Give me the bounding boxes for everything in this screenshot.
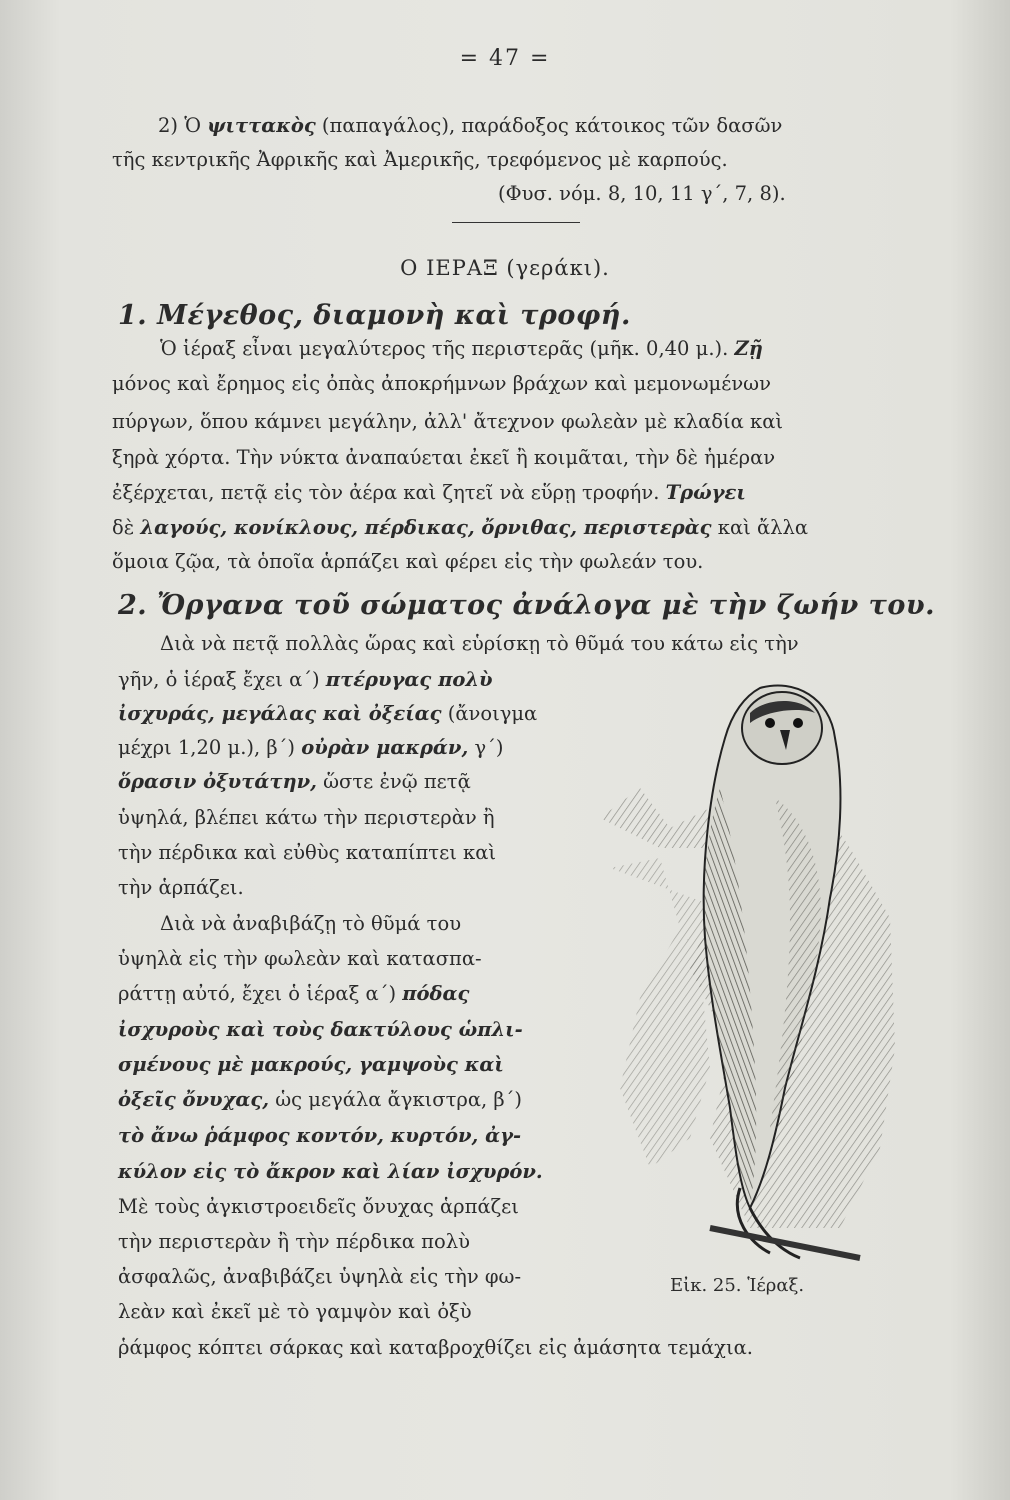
- text-line: Ὁ ἱέραξ εἶναι μεγαλύτερος τῆς περιστερᾶς (μῆκ. 0,40 μ.). Ζῇ: [160, 337, 763, 360]
- text-line: γῆν, ὁ ἱέραξ ἔχει α΄) πτέρυγας πολὺ: [118, 668, 493, 691]
- text-line: πύργων, ὅπου κάμνει μεγάλην, ἀλλ' ἄτεχνον φωλεὰν μὲ κλαδία καὶ: [112, 410, 784, 433]
- section-heading-2: 2. Ὄργανα τοῦ σώματος ἀνάλογα μὲ τὴν ζωήν του.: [118, 590, 935, 621]
- text-line: Διὰ νὰ πετᾷ πολλὰς ὥρας καὶ εὑρίσκῃ τὸ θῦμά του κάτω εἰς τὴν: [160, 632, 799, 655]
- separator-rule: [452, 222, 580, 223]
- text-line: λεὰν καὶ ἐκεῖ μὲ τὸ γαμψὸν καὶ ὀξὺ: [118, 1300, 472, 1323]
- text-line: τὴν περιστερὰν ἢ τὴν πέρδικα πολὺ: [118, 1230, 470, 1253]
- chapter-title: Ο ΙΕΡΑΞ (γεράκι).: [400, 256, 610, 280]
- hawk-engraving-icon: [600, 668, 900, 1268]
- text-line: ὅρασιν ὀξυτάτην, ὥστε ἐνῷ πετᾷ: [118, 770, 471, 793]
- text-line: Διὰ νὰ ἀναβιβάζῃ τὸ θῦμά του: [160, 912, 462, 935]
- text-line: ῥάμφος κόπτει σάρκας καὶ καταβροχθίζει εἰς ἀμάσητα τεμάχια.: [118, 1336, 754, 1359]
- text-line: ὀξεῖς ὄνυχας, ὡς μεγάλα ἄγκιστρα, β΄): [118, 1088, 523, 1111]
- text-line: ὑψηλὰ εἰς τὴν φωλεὰν καὶ κατασπα-: [118, 947, 482, 970]
- text-line: μέχρι 1,20 μ.), β΄) οὐρὰν μακράν, γ΄): [118, 736, 504, 759]
- hawk-illustration: [600, 668, 900, 1268]
- text-line: ἐξέρχεται, πετᾷ εἰς τὸν ἀέρα καὶ ζητεῖ νὰ εὕρῃ τροφήν. Τρώγει: [112, 481, 746, 504]
- text-line: μόνος καὶ ἔρημος εἰς ὀπὰς ἀποκρήμνων βράχων καὶ μεμονωμένων: [112, 372, 771, 395]
- text-line: ξηρὰ χόρτα. Τὴν νύκτα ἀναπαύεται ἐκεῖ ἢ κοιμᾶται, τὴν δὲ ἡμέραν: [112, 446, 776, 469]
- text-line: δὲ λαγούς, κονίκλους, πέρδικας, ὄρνιθας, περιστερὰς καὶ ἄλλα: [112, 516, 809, 539]
- text-line: κύλον εἰς τὸ ἄκρον καὶ λίαν ἰσχυρόν.: [118, 1160, 543, 1183]
- text-line: ἰσχυράς, μεγάλας καὶ ὀξείας (ἄνοιγμα: [118, 702, 538, 725]
- text-line: (Φυσ. νόμ. 8, 10, 11 γ΄, 7, 8).: [498, 182, 786, 205]
- text-line: ὅμοια ζῷα, τὰ ὁποῖα ἁρπάζει καὶ φέρει εἰς τὴν φωλεάν του.: [112, 550, 704, 573]
- text-line: τὴν ἁρπάζει.: [118, 876, 244, 899]
- text-line: 2) Ὁ ψιττακὸς (παπαγάλος), παράδοξος κάτοικος τῶν δασῶν: [158, 114, 783, 137]
- text-line: ράττῃ αὐτό, ἔχει ὁ ἱέραξ α΄) πόδας: [118, 982, 470, 1005]
- text-line: ἰσχυροὺς καὶ τοὺς δακτύλους ὡπλι-: [118, 1018, 523, 1041]
- figure-caption: Εἰκ. 25. Ἱέραξ.: [670, 1275, 805, 1296]
- text-line: ὑψηλά, βλέπει κάτω τὴν περιστερὰν ἢ: [118, 806, 495, 829]
- section-heading-1: 1. Μέγεθος, διαμονὴ καὶ τροφή.: [118, 300, 631, 331]
- text-line: τὸ ἄνω ῥάμφος κοντόν, κυρτόν, ἀγ-: [118, 1124, 522, 1147]
- text-line: τῆς κεντρικῆς Ἀφρικῆς καὶ Ἀμερικῆς, τρεφόμενος μὲ καρπούς.: [112, 148, 728, 171]
- text-line: τὴν πέρδικα καὶ εὐθὺς καταπίπτει καὶ: [118, 841, 497, 864]
- page-number: = 47 =: [459, 46, 551, 71]
- text-line: Μὲ τοὺς ἀγκιστροειδεῖς ὄνυχας ἁρπάζει: [118, 1195, 519, 1218]
- text-line: σμένους μὲ μακρούς, γαμψοὺς καὶ: [118, 1053, 504, 1076]
- text-line: ἀσφαλῶς, ἀναβιβάζει ὑψηλὰ εἰς τὴν φω-: [118, 1265, 522, 1288]
